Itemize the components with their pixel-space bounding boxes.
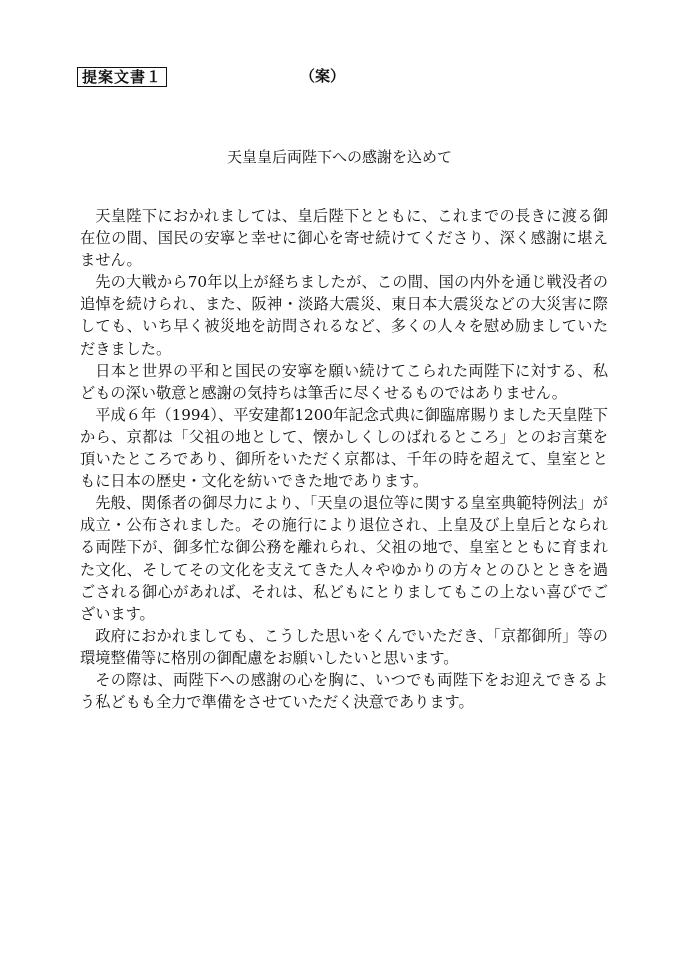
paragraph: 平成６年（1994）、平安建都1200年記念式典に御臨席賜りました天皇陛下から、京都は「父祖の地として、懐かしくしのばれるところ」とのお言葉を頂いたところであり、御所をいただく京都は、千年の時を超えて、皇室とともに日本の歴史・文化を紡いできた地であります。: [80, 405, 608, 491]
paragraph: 天皇陛下におかれましては、皇后陛下とともに、これまでの長きに渡る御在位の間、国民の安寧と幸せに御心を寄せ続けてくださり、深く感謝に堪えません。: [80, 207, 608, 270]
document-label: 提案文書１: [77, 67, 167, 87]
paragraph: 日本と世界の平和と国民の安寧を願い続けてこられた両陛下に対する、私どもの深い敬意と感謝の気持ちは筆舌に尽くせるものではありません。: [80, 361, 608, 402]
draft-mark: （案）: [300, 67, 346, 85]
paragraph: 政府におかれましても、こうした思いをくんでいただき、「京都御所」等の環境整備等に格別の御配慮をお願いしたいと思います。: [80, 626, 608, 667]
paragraph: 先の大戦から70年以上が経ちましたが、この間、国の内外を通じ戦没者の追悼を続けられ、また、阪神・淡路大震災、東日本大震災などの大災害に際しても、いち早く被災地を訪問されるなど、多くの人々を慰め励ましていただきました。: [80, 273, 608, 358]
paragraph: 先般、関係者の御尽力により、「天皇の退位等に関する皇室典範特例法」が成立・公布されました。その施行により退位され、上皇及び上皇后となられる両陛下が、御多忙な御公務を離れられ、父祖の地で、皇室とともに育まれた文化、そしてその文化を支えてきた人々やゆかりの方々とのひとときを過ごされる御心があれば、それは、私どもにとりましてもこの上ない喜びでございます。: [80, 494, 608, 623]
document-title: 天皇皇后両陛下への感謝を込めて: [226, 148, 452, 166]
paragraph: その際は、両陛下への感謝の心を胸に、いつでも両陛下をお迎えできるよう私どもも全力で準備をさせていただく決意であります。: [80, 670, 608, 712]
document-body: [80, 205, 608, 713]
